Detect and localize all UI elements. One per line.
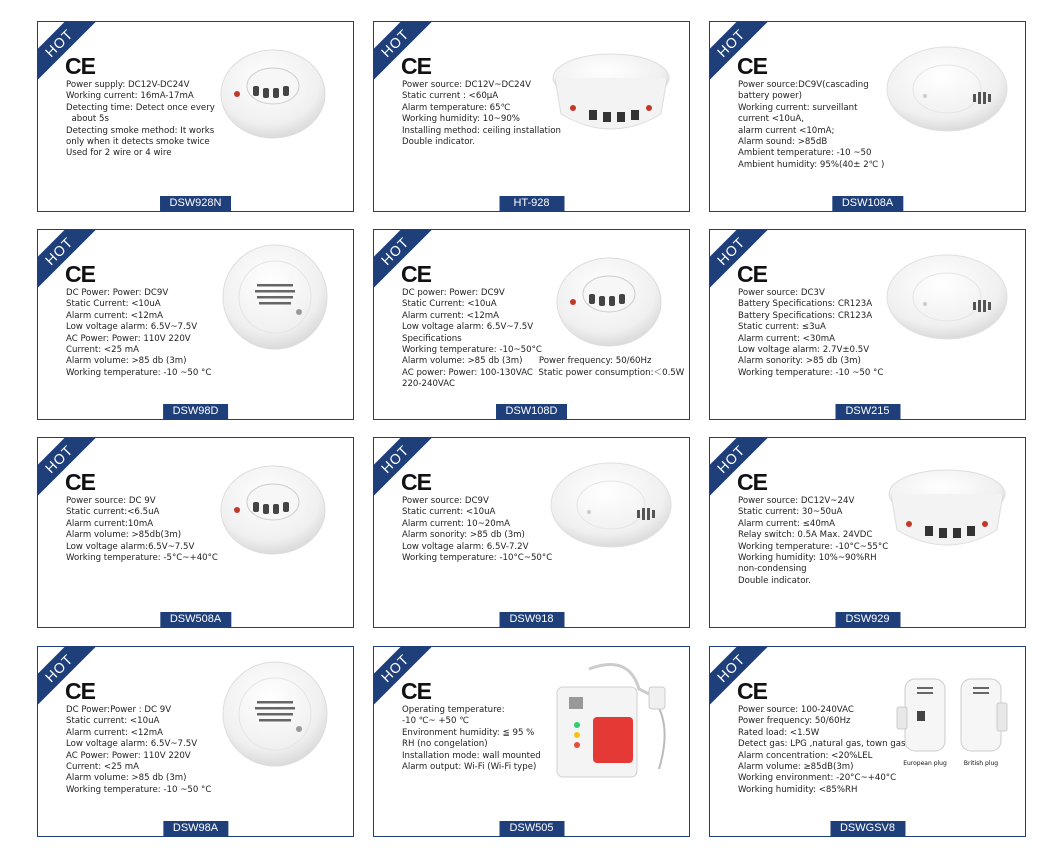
spec-list xyxy=(738,80,908,171)
spec-line: Static current: <10uA xyxy=(66,716,160,727)
spec-list xyxy=(402,496,572,564)
spec-line: Detect gas: LPG ,natural gas, town gas xyxy=(738,739,906,750)
spec-line: Low voltage alarm: 2.7V±0.5V xyxy=(738,345,870,356)
spec-line: Static current:<6.5uA xyxy=(66,507,160,518)
spec-line: Power frequency: 50/60Hz xyxy=(738,716,851,727)
spec-line: -10 ℃~ +50 ℃ xyxy=(402,716,469,727)
spec-line: 220-240VAC xyxy=(402,379,455,390)
spec-line: Power source: DC3V xyxy=(738,288,825,298)
spec-line: DC Power: Power: DC9V xyxy=(66,288,169,298)
spec-line: Working environment: -20°C~+40°C xyxy=(738,773,897,784)
spec-line: Alarm volume: >85db(3m) xyxy=(66,530,182,541)
spec-line: Working current: 16mA-17mA xyxy=(66,91,194,102)
spec-line: Working temperature: -5°C~+40°C xyxy=(66,553,218,564)
ce-mark: CE xyxy=(737,53,767,79)
hot-badge: HOT xyxy=(373,21,442,90)
spec-line: DC power: Power: DC9V xyxy=(402,288,505,298)
ce-mark: CE xyxy=(65,678,95,704)
spec-line: Low voltage alarm: 6.5V~7.5V xyxy=(66,322,198,333)
product-card[interactable] xyxy=(373,437,690,628)
spec-line: Ambient humidity: 95%(40± 2℃ ) xyxy=(738,159,885,170)
spec-list xyxy=(738,288,908,379)
spec-line: AC Power: Power: 110V 220V xyxy=(66,333,191,344)
spec-line: Working temperature: -10 ~50 °C xyxy=(738,367,884,378)
spec-line: Static current : <60μA xyxy=(402,91,499,102)
product-card[interactable] xyxy=(709,229,1026,420)
spec-line: Working temperature: -10 ~50 °C xyxy=(66,784,212,795)
spec-line: Static current: 30~50uA xyxy=(738,507,843,518)
spec-line: Battery Specifications: CR123A xyxy=(738,299,873,310)
detector-image xyxy=(895,659,1015,789)
spec-list xyxy=(402,705,572,773)
spec-line: Alarm temperature: 65℃ xyxy=(402,102,511,113)
ce-mark: CE xyxy=(65,53,95,79)
spec-line: Power source:DC9V(cascading xyxy=(738,80,869,90)
spec-line: Alarm current: 10~20mA xyxy=(402,518,510,529)
spec-line: Power source: DC9V xyxy=(402,496,489,506)
spec-list xyxy=(738,705,908,796)
hot-badge: HOT xyxy=(373,229,442,298)
spec-line: Alarm sonority: >85 db (3m) xyxy=(402,530,525,541)
model-label: DSW98A xyxy=(163,821,228,836)
spec-line: Working temperature: -10~50°C xyxy=(402,345,542,356)
spec-line: RH (no congelation) xyxy=(402,739,488,750)
model-label: DSW98D xyxy=(163,404,229,419)
spec-list xyxy=(66,705,236,796)
spec-list xyxy=(66,288,236,379)
spec-line: Double indicator. xyxy=(402,137,475,148)
spec-line: Alarm output: Wi-Fi (Wi-Fi type) xyxy=(402,762,537,773)
hot-badge: HOT xyxy=(37,646,106,715)
ce-mark: CE xyxy=(737,261,767,287)
spec-line: Working humidity: <85%RH xyxy=(738,784,858,795)
ce-mark: CE xyxy=(65,261,95,287)
spec-list xyxy=(66,80,236,160)
model-label: HT-928 xyxy=(499,196,564,211)
spec-line: Alarm sonority: >85 db (3m) xyxy=(738,356,861,367)
spec-list xyxy=(402,80,572,148)
spec-line: Detecting time: Detect once every xyxy=(66,102,215,113)
spec-list xyxy=(66,496,236,564)
spec-line: Power supply: DC12V-DC24V xyxy=(66,80,190,90)
model-label: DSW929 xyxy=(835,612,900,627)
spec-line: Current: <25 mA xyxy=(66,345,140,356)
spec-line: Rated load: <1.5W xyxy=(738,727,820,738)
plug-label: British plug xyxy=(963,760,999,767)
spec-line: Current: <25 mA xyxy=(66,762,140,773)
spec-line: Alarm current: <12mA xyxy=(66,727,164,738)
spec-line: Installing method: ceiling installation xyxy=(402,125,561,136)
plug-label: European plug xyxy=(903,760,947,767)
spec-line: Environment humidity: ≦ 95 % xyxy=(402,727,535,738)
model-label: DSWGSV8 xyxy=(830,821,905,836)
hot-badge: HOT xyxy=(709,437,778,506)
ce-mark: CE xyxy=(401,53,431,79)
spec-line: Low voltage alarm: 6.5V~7.5V xyxy=(402,322,534,333)
spec-line: Specifications xyxy=(402,333,462,344)
model-label: DSW215 xyxy=(835,404,900,419)
spec-line: Used for 2 wire or 4 wire xyxy=(66,148,172,159)
spec-line: Alarm sound: >85dB xyxy=(738,137,828,148)
spec-line: DC Power:Power : DC 9V xyxy=(66,705,172,715)
spec-line: battery power) xyxy=(738,91,803,102)
spec-line: Power source: DC12V~DC24V xyxy=(402,80,531,90)
spec-line: Alarm volume: >85 db (3m) Power frequency: 50/60Hz xyxy=(402,356,652,367)
model-label: DSW508A xyxy=(160,612,231,627)
product-card[interactable] xyxy=(37,21,354,212)
hot-badge: HOT xyxy=(37,437,106,506)
spec-line: current <10uA, xyxy=(738,114,804,125)
hot-badge: HOT xyxy=(373,646,442,715)
model-label: DSW108D xyxy=(496,404,568,419)
ce-mark: CE xyxy=(737,678,767,704)
hot-badge: HOT xyxy=(37,21,106,90)
product-card[interactable] xyxy=(373,21,690,212)
spec-line: Static Current: <10uA xyxy=(402,299,497,310)
model-label: DSW918 xyxy=(499,612,564,627)
spec-line: Alarm volume: >85 db (3m) xyxy=(66,356,187,367)
spec-line: Alarm volume: >85 db (3m) xyxy=(66,773,187,784)
spec-line: Detecting smoke method: It works xyxy=(66,125,215,136)
spec-line: Installation mode: wall mounted xyxy=(402,750,541,761)
spec-line: alarm current <10mA; xyxy=(738,125,835,136)
ce-mark: CE xyxy=(401,261,431,287)
product-card[interactable] xyxy=(37,646,354,837)
spec-line: about 5s xyxy=(66,114,109,125)
spec-line: Working current: surveillant xyxy=(738,102,858,113)
ce-mark: CE xyxy=(65,469,95,495)
spec-line: only when it detects smoke twice xyxy=(66,137,210,148)
spec-line: AC power: Power: 100-130VAC Static power consumption:＜0.5W xyxy=(402,367,685,378)
spec-line: Alarm current:10mA xyxy=(66,518,154,529)
hot-badge: HOT xyxy=(37,229,106,298)
spec-line: Alarm current: <12mA xyxy=(66,310,164,321)
product-card[interactable] xyxy=(37,229,354,420)
spec-line: Static current: ≤3uA xyxy=(738,322,826,333)
spec-line: Working temperature: -10°C~55°C xyxy=(738,541,889,552)
model-label: DSW505 xyxy=(499,821,564,836)
hot-badge: HOT xyxy=(373,437,442,506)
spec-line: Double indicator. xyxy=(738,575,811,586)
spec-line: Low voltage alarm: 6.5V~7.5V xyxy=(66,739,198,750)
spec-line: Alarm current: <30mA xyxy=(738,333,836,344)
spec-line: Alarm volume: ≥85dB(3m) xyxy=(738,762,854,773)
hot-badge: HOT xyxy=(709,21,778,90)
product-card[interactable] xyxy=(373,646,690,837)
spec-line: Low voltage alarm: 6.5V-7.2V xyxy=(402,541,529,552)
spec-line: Static current: <10uA xyxy=(402,507,496,518)
spec-line: Power source: DC 9V xyxy=(66,496,156,506)
spec-line: Power source: 100-240VAC xyxy=(738,705,854,715)
spec-line: Working temperature: -10 ~50 °C xyxy=(66,367,212,378)
product-card[interactable] xyxy=(37,437,354,628)
spec-line: Alarm current: ≤40mA xyxy=(738,518,836,529)
spec-list xyxy=(402,288,690,391)
spec-line: non-condensing xyxy=(738,564,807,575)
spec-line: Battery Specifications: CR123A xyxy=(738,310,873,321)
ce-mark: CE xyxy=(401,678,431,704)
spec-line: Ambient temperature: -10 ~50 xyxy=(738,148,872,159)
spec-line: Working humidity: 10~90% xyxy=(402,114,520,125)
product-card[interactable] xyxy=(709,646,1026,837)
product-card[interactable] xyxy=(373,229,690,420)
spec-line: Relay switch: 0.5A Max. 24VDC xyxy=(738,530,873,541)
spec-line: Operating temperature: xyxy=(402,705,505,715)
spec-list xyxy=(738,496,908,587)
hot-badge: HOT xyxy=(709,229,778,298)
spec-line: Working temperature: -10°C~50°C xyxy=(402,553,553,564)
spec-line: Alarm current: <12mA xyxy=(402,310,500,321)
product-card[interactable] xyxy=(709,437,1026,628)
spec-line: Low voltage alarm:6.5V~7.5V xyxy=(66,541,195,552)
spec-line: AC Power: Power: 110V 220V xyxy=(66,750,191,761)
spec-line: Working humidity: 10%~90%RH xyxy=(738,553,877,564)
model-label: DSW928N xyxy=(160,196,232,211)
spec-line: Power source: DC12V~24V xyxy=(738,496,855,506)
ce-mark: CE xyxy=(401,469,431,495)
model-label: DSW108A xyxy=(832,196,903,211)
product-card[interactable] xyxy=(709,21,1026,212)
spec-line: Alarm concentration: <20%LEL xyxy=(738,750,873,761)
hot-badge: HOT xyxy=(709,646,778,715)
spec-line: Static Current: <10uA xyxy=(66,299,161,310)
ce-mark: CE xyxy=(737,469,767,495)
